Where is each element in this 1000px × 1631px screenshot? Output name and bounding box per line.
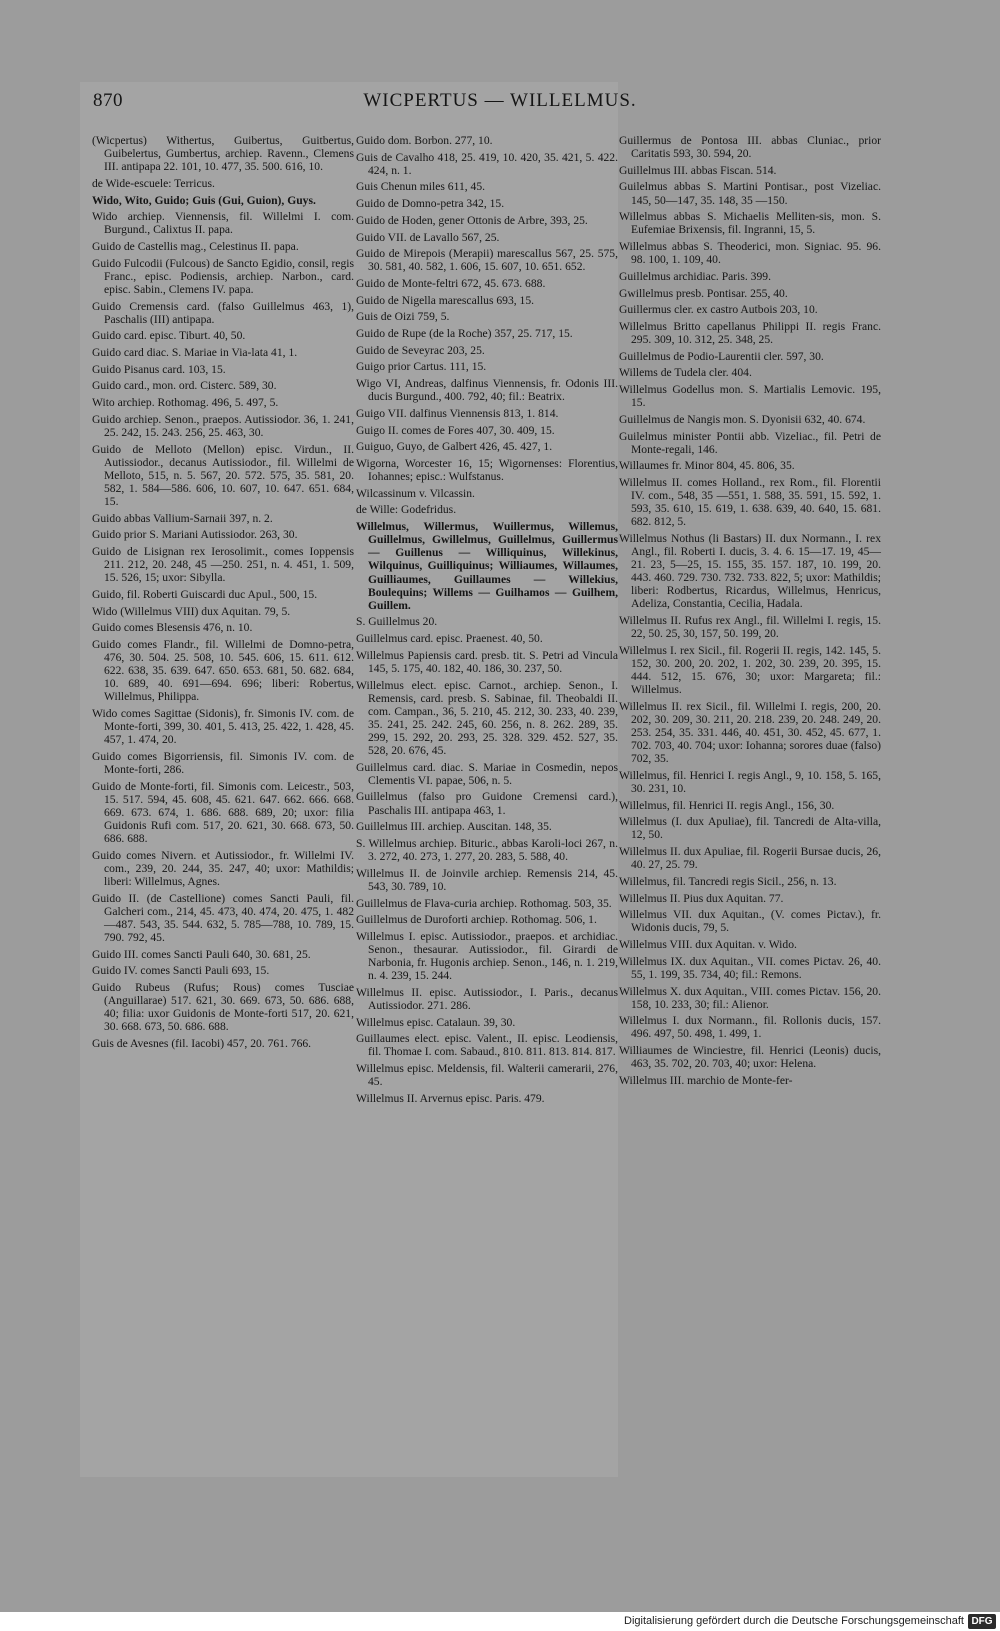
index-entry: Willelmus Britto capellanus Philippi II. regis Franc. 295. 309, 10. 312, 25. 348, 25. xyxy=(619,319,881,346)
index-entry: Willelmus II. Arvernus episc. Paris. 479. xyxy=(356,1091,545,1105)
index-entry: Wito archiep. Rothomag. 496, 5. 497, 5. xyxy=(92,396,279,410)
index-entry: Willelmus VIII. dux Aquitan. v. Wido. xyxy=(619,938,797,952)
index-entry: Willelmus Papiensis card. presb. tit. S. Petri ad Vincula 145, 5. 175, 40. 182, 40. 186, 30. 237, 50. xyxy=(356,648,618,675)
index-entry: Gwillelmus presb. Pontisar. 255, 40. xyxy=(619,286,788,300)
index-entry: Willelmus II. Pius dux Aquitan. 77. xyxy=(619,891,784,905)
index-entry: Guigo VII. dalfinus Viennensis 813, 1. 814. xyxy=(356,406,559,420)
index-entry: Willelmus, fil. Tancredi regis Sicil., 256, n. 13. xyxy=(619,874,837,888)
index-entry: Guis de Cavalho 418, 25. 419, 10. 420, 35. 421, 5. 422. 424, n. 1. xyxy=(356,150,618,177)
index-entry: Wido archiep. Viennensis, fil. Willelmi I. com. Burgund., Calixtus II. papa. xyxy=(92,210,354,237)
index-entry: Guido de Hoden, gener Ottonis de Arbre, 393, 25. xyxy=(356,213,588,227)
index-entry: Guis de Oizi 759, 5. xyxy=(356,310,450,324)
index-entry: Willelmus Nothus (li Bastars) II. dux Normann., I. rex Angl., fil. Roberti I. ducis, 3. 4. 6. 15—17. 19, 45—21. 23, 5—25, 15. 155, 35. 157. 187, 10. 199, 20. 443. 460. 729. 730. 732. 733. 822, 5; uxor: Mathildis; liberi: Rodbertus, Ricardus, Willelmus, Henricus, Adeliza, Constantia, Cecilia, Hadala. xyxy=(619,531,881,611)
index-entry: Willelmus abbas S. Michaelis Melliten-sis, mon. S. Eufemiae Brixensis, fil. Ingranni, 15, 5. xyxy=(619,210,881,237)
index-entry: Guido comes Bigorriensis, fil. Simonis IV. com. de Monte-forti, 286. xyxy=(92,749,354,776)
index-entry: Willelmus II. rex Sicil., fil. Willelmi I. regis, 200, 20. 202, 30. 209, 30. 211, 20. 218. 239, 20. 248. 249, 20. 253. 254, 35. 331. 446, 40. 451, 30. 452, 45. 677, 1. 702. 703, 40. 704; uxor: Iohanna; sorores duae (falso) 702, 35. xyxy=(619,699,881,766)
index-entry: Willelmus, fil. Henrici I. regis Angl., 9, 10. 158, 5. 165, 30. 231, 10. xyxy=(619,768,881,795)
page-number: 870 xyxy=(93,90,123,111)
index-column-2 xyxy=(356,134,618,1109)
index-entry: (Wicpertus) Withertus, Guibertus, Guitbertus, Guibelertus, Gumbertus, archiep. Ravenn., Clemens III. antipapa 22. 101, 10. 477, 35. 500. 616, 10. xyxy=(92,134,354,174)
index-entry: Guido Rubeus (Rufus; Rous) comes Tusciae (Anguillarae) 517. 621, 30. 669. 673, 50. 686. 688, 40; filia: uxor Guidonis de Monte-forti 517, 20. 621, 30. 668. 673, 50. 686. 688. xyxy=(92,980,354,1034)
index-entry: Willelmus X. dux Aquitan., VIII. comes Pictav. 156, 20. 158, 10. 233, 30; fil.: Alienor. xyxy=(619,984,881,1011)
index-entry: Willelmus I. episc. Autissiodor., praepos. et archidiac. Senon., thesaurar. Autissiodor., fil. Girardi de Narbonia, fr. Hugonis archiep. Senon., 146, n. 1. 219, n. 4. 239, 15. 244. xyxy=(356,929,618,983)
index-entry: S. Willelmus archiep. Bituric., abbas Karoli-loci 267, n. 3. 272, 40. 273, 1. 277, 20. 283, 5. 588, 40. xyxy=(356,836,618,864)
index-entry: Guillelmus card. episc. Praenest. 40, 50. xyxy=(356,632,543,646)
dfg-logo: DFG xyxy=(968,1614,996,1629)
index-entry: Wido (Willelmus VIII) dux Aquitan. 79, 5. xyxy=(92,604,291,618)
index-entry: Guillelmus III. abbas Fiscan. 514. xyxy=(619,163,777,177)
index-entry: Guilelmus minister Pontii abb. Vizeliac., fil. Petri de Monte-regali, 146. xyxy=(619,429,881,456)
index-entry: Guido de Seveyrac 203, 25. xyxy=(356,343,485,357)
footer-bar xyxy=(0,1612,1000,1631)
index-entry: Willelmus II. de Joinvile archiep. Remensis 214, 45. 543, 30. 789, 10. xyxy=(356,866,618,893)
index-entry: Guillermus de Pontosa III. abbas Cluniac., prior Caritatis 593, 30. 594, 20. xyxy=(619,134,881,161)
index-entry: Willelmus episc. Meldensis, fil. Walterii camerarii, 276, 45. xyxy=(356,1062,618,1089)
index-entry: Wido, Wito, Guido; Guis (Gui, Guion), Guys. xyxy=(92,193,316,207)
index-entry: Guido de Monte-forti, fil. Simonis com. Leicestr., 503, 15. 517. 594, 45. 608, 45. 621. 647. 662. 666. 668. 669. 673. 674, 1. 686. 688. 689, 20; uxor: filia Guidonis Rufi com. 517, 20. 621, 30. 668. 673, 50. 686. 688. xyxy=(92,779,354,846)
index-entry: Willelmus III. marchio de Monte-fer- xyxy=(619,1073,793,1087)
page-header xyxy=(0,90,1000,120)
index-entry: Guillaumes elect. episc. Valent., II. episc. Leodiensis, fil. Thomae I. com. Sabaud., 810. 811. 813. 814. 817. xyxy=(356,1032,618,1059)
footer-credit: Digitalisierung gefördert durch die Deutsche Forschungsgemeinschaft xyxy=(624,1615,964,1627)
index-entry: Willelmus IX. dux Aquitan., VII. comes Pictav. 26, 40. 55, 1. 199, 35. 734, 40; fil.: Remons. xyxy=(619,954,881,981)
index-entry: Guillelmus archidiac. Paris. 399. xyxy=(619,269,771,283)
index-entry: Willelmus abbas S. Theoderici, mon. Signiac. 95. 96. 98. 100, 1. 109, 40. xyxy=(619,240,881,267)
index-entry: S. Guillelmus 20. xyxy=(356,615,438,629)
index-entry: Guis de Avesnes (fil. Iacobi) 457, 20. 761. 766. xyxy=(92,1036,312,1050)
index-entry: Guido III. comes Sancti Pauli 640, 30. 681, 25. xyxy=(92,947,311,961)
index-entry: Guido abbas Vallium-Sarnaii 397, n. 2. xyxy=(92,511,273,525)
index-entry: Guido Pisanus card. 103, 15. xyxy=(92,362,226,376)
index-entry: Guido de Domno-petra 342, 15. xyxy=(356,197,505,211)
index-entry: Willelmus II. Rufus rex Angl., fil. Willelmi I. regis, 15. 22, 50. 25, 30, 157, 50. 199, 20. xyxy=(619,614,881,641)
index-entry: Guido II. (de Castellione) comes Sancti Pauli, fil. Galcheri com., 214, 45. 473, 40. 474, 20. 475, 1. 482—487. 543, 35. 544. 632, 5. 785—788, 10. 789, 15. 790. 792, 45. xyxy=(92,891,354,944)
index-entry: Guillelmus de Podio-Laurentii cler. 597, 30. xyxy=(619,349,824,363)
index-entry: Willelmus, fil. Henrici II. regis Angl., 156, 30. xyxy=(619,798,835,812)
index-entry: Guido archiep. Senon., praepos. Autissiodor. 36, 1. 241, 25. 242, 15. 243. 256, 25. 463, 30. xyxy=(92,412,354,439)
index-entry: Guido card diac. S. Mariae in Via-lata 41, 1. xyxy=(92,346,298,360)
index-entry: Willelmus, Willermus, Wuillermus, Willemus, Guillelmus, Gwillelmus, Guillelmus, Guillermus — Guillenus — Williquinus, Willekinus, Wilquinus, Guilliquinus; Williaumes, Willaumes, Guilliaumes, Guillaumes — Willekius, Boulequins; Willems — Guilhamos — Guilhem, Guillem. xyxy=(356,520,618,612)
index-entry: Williaumes de Winciestre, fil. Henrici (Leonis) ducis, 463, 35. 702, 20. 703, 40; uxor: Helena. xyxy=(619,1044,881,1071)
index-entry: Guillelmus de Duroforti archiep. Rothomag. 506, 1. xyxy=(356,913,597,927)
index-entry: Wigo VI, Andreas, dalfinus Viennensis, fr. Odonis III. ducis Burgund., 400. 792, 40; fil.: Beatrix. xyxy=(356,377,618,404)
index-entry: Guido de Monte-feltri 672, 45. 673. 688. xyxy=(356,277,546,290)
index-entry: Guido IV. comes Sancti Pauli 693, 15. xyxy=(92,964,270,978)
index-entry: Willelmus VII. dux Aquitan., (V. comes Pictav.), fr. Widonis ducis, 79, 5. xyxy=(619,908,881,935)
index-entry: Guido VII. de Lavallo 567, 25. xyxy=(356,230,500,244)
index-entry: Willelmus II. dux Apuliae, fil. Rogerii Bursae ducis, 26, 40. 27, 25. 79. xyxy=(619,845,881,872)
index-entry: Guido comes Flandr., fil. Willelmi de Domno-petra, 476, 30. 504. 25. 508, 10. 545. 606, 15. 611. 612. 622. 638, 35. 639. 647. 650. 653. 681, 50. 682. 684, 10. 689, 40. 691—694. 696; liberi: Robertus, Willelmus, Philippa. xyxy=(92,637,354,704)
index-entry: Guillelmus de Nangis mon. S. Dyonisii 632, 40. 674. xyxy=(619,412,866,426)
index-entry: Guiguo, Guyo, de Galbert 426, 45. 427, 1. xyxy=(356,440,553,454)
index-entry: Guillelmus III. archiep. Auscitan. 148, 35. xyxy=(356,820,552,834)
index-entry: Guido de Nigella marescallus 693, 15. xyxy=(356,293,535,307)
index-column-3 xyxy=(619,134,881,1091)
index-entry: Willelmus I. rex Sicil., fil. Rogerii II. regis, 142. 145, 5. 152, 30. 200, 20. 202, 1. 202, 30. 239, 20. 395, 15. 444. 512, 15. 676, 30; uxor: Margareta; fil.: Willelmus. xyxy=(619,643,881,697)
index-entry: Guillelmus (falso pro Guidone Cremensi card.), Paschalis III. antipapa 463, 1. xyxy=(356,790,618,817)
index-entry: Guido de Mirepois (Merapii) marescallus 567, 25. 575, 30. 581, 40. 582, 1. 606, 15. 607, 10. 651. 652. xyxy=(356,247,618,274)
index-entry: Guido de Castellis mag., Celestinus II. papa. xyxy=(92,240,299,254)
index-entry: Guido comes Blesensis 476, n. 10. xyxy=(92,621,253,635)
index-entry: Guido de Rupe (de la Roche) 357, 25. 717, 15. xyxy=(356,327,573,341)
index-entry: Guido, fil. Roberti Guiscardi duc Apul., 500, 15. xyxy=(92,587,318,601)
index-column-1 xyxy=(92,134,354,1054)
index-entry: Guido de Lisignan rex Ierosolimit., comes Ioppensis 211. 212, 20. 248, 45 —250. 251, n. 4. 451, 1. 509, 15. 526, 15; uxor: Sibylla. xyxy=(92,545,354,585)
index-entry: Willelmus Godellus mon. S. Martialis Lemovic. 195, 15. xyxy=(619,383,881,410)
index-entry: Willelmus II. episc. Autissiodor., I. Paris., decanus Autissiodor. 271. 286. xyxy=(356,985,618,1012)
index-entry: Guigo II. comes de Fores 407, 30. 409, 15. xyxy=(356,423,555,437)
index-entry: Guido Fulcodii (Fulcous) de Sancto Egidio, consil, regis Franc., episc. Podiensis, archiep. Narbon., card. episc. Sabin., Clemens IV. papa. xyxy=(92,256,354,296)
index-entry: Wido comes Sagittae (Sidonis), fr. Simonis IV. com. de Monte-forti, 399, 30. 401, 5. 413, 25. 422, 1. 428, 45. 457, 1. 474, 20. xyxy=(92,707,354,747)
index-entry: Guillelmus de Flava-curia archiep. Rothomag. 503, 35. xyxy=(356,896,612,910)
index-entry: Guido card. episc. Tiburt. 40, 50. xyxy=(92,329,246,343)
index-entry: Guido dom. Borbon. 277, 10. xyxy=(356,134,493,147)
index-entry: Willelmus II. comes Holland., rex Rom., fil. Florentii IV. com., 548, 35 —551, 1. 588, 35. 591, 15. 592, 1. 593, 35. 610, 15. 619, 1. 638. 639, 40. 640, 15. 681. 682. 812, 5. xyxy=(619,475,881,529)
index-entry: Willaumes fr. Minor 804, 45. 806, 35. xyxy=(619,459,795,473)
index-entry: Willelmus elect. episc. Carnot., archiep. Senon., I. Remensis, card. presb. S. Sabinae, fil. Theobaldi II. com. Campan., 36, 5. 210, 45. 212, 30. 233, 40. 239, 35. 241, 25. 242. 245, 60. 256, n. 8. 262. 289, 35. 299, 15. 292, 20. 293, 25. 328. 329. 452. 527, 35. 528, 20. 676, 45. xyxy=(356,678,618,757)
index-entry: Willelmus (I. dux Apuliae), fil. Tancredi de Alta-villa, 12, 50. xyxy=(619,815,881,842)
index-entry: de Wide-escuele: Terricus. xyxy=(92,176,215,190)
index-entry: de Wille: Godefridus. xyxy=(356,503,457,517)
index-entry: Guido comes Nivern. et Autissiodor., fr. Willelmi IV. com., 239, 20. 244, 35. 247, 40; uxor: Mathildis; liberi: Willelmus, Agnes. xyxy=(92,848,354,888)
index-entry: Guillermus cler. ex castro Autbois 203, 10. xyxy=(619,303,818,317)
index-entry: Guilelmus abbas S. Martini Pontisar., post Vizeliac. 145, 50—147, 35. 148, 35 —150. xyxy=(619,180,881,207)
index-entry: Guis Chenun miles 611, 45. xyxy=(356,180,486,194)
index-entry: Guigo prior Cartus. 111, 15. xyxy=(356,360,487,374)
index-entry: Wigorna, Worcester 16, 15; Wigornenses: Florentius, Iohannes; episc.: Wulfstanus. xyxy=(356,456,618,484)
index-entry: Guido card., mon. ord. Cisterc. 589, 30. xyxy=(92,379,277,393)
index-entry: Willelmus episc. Catalaun. 39, 30. xyxy=(356,1015,516,1029)
index-entry: Guido de Melloto (Mellon) episc. Virdun., II. Autissiodor., decanus Autissiodor., fil. Willelmi de Melloto, 515, n. 5. 567, 20. 572. 575, 35. 581, 20. 582, 1. 584—586. 606, 10. 607, 10. 647. 651. 684, 15. xyxy=(92,442,354,508)
index-entry: Guido Cremensis card. (falso Guillelmus 463, 1), Paschalis (III) antipapa. xyxy=(92,299,354,326)
index-entry: Willelmus I. dux Normann., fil. Rollonis ducis, 157. 496. 497, 50. 498, 1. 499, 1. xyxy=(619,1014,881,1041)
index-entry: Wilcassinum v. Vilcassin. xyxy=(356,486,475,500)
index-entry: Willems de Tudela cler. 404. xyxy=(619,366,752,380)
index-entry: Guido prior S. Mariani Autissiodor. 263, 30. xyxy=(92,528,298,542)
running-title: WICPERTUS — WILLELMUS. xyxy=(363,90,637,111)
index-entry: Guillelmus card. diac. S. Mariae in Cosmedin, nepos Clementis VI. papae, 506, n. 5. xyxy=(356,760,618,787)
